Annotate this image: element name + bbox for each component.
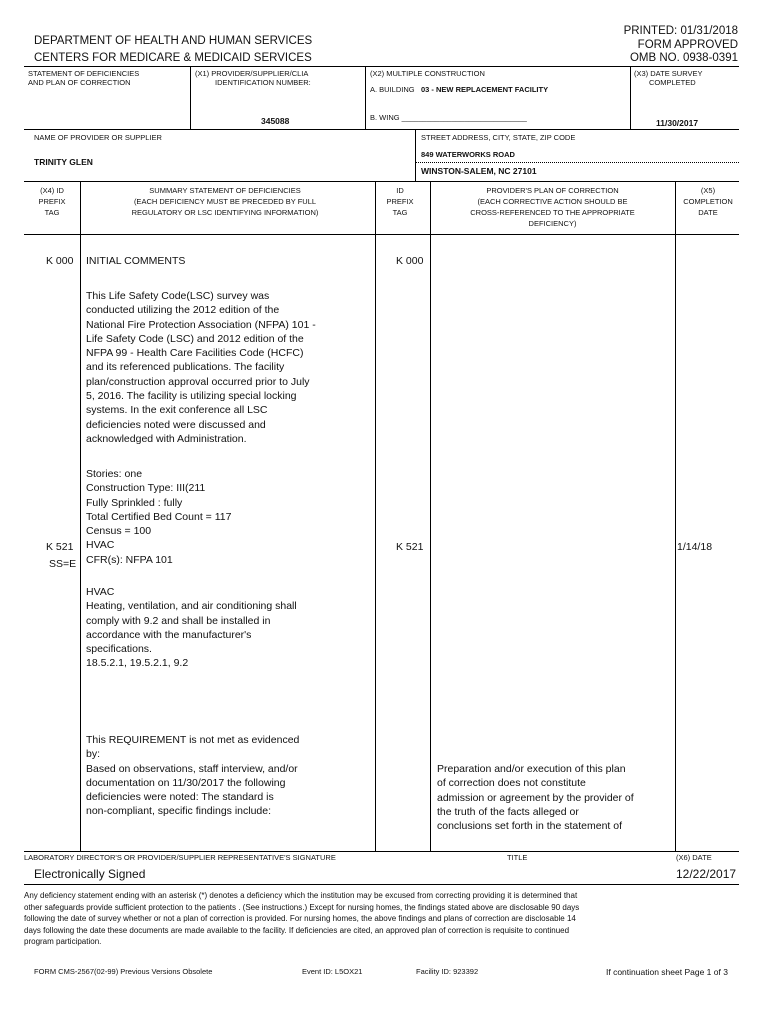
top-border: [24, 66, 739, 67]
column-divider: [80, 181, 81, 851]
signature-label: LABORATORY DIRECTOR'S OR PROVIDER/SUPPLIER REPRESENTATIVE'S SIGNATURE: [24, 853, 336, 862]
provider-id: 345088: [261, 116, 290, 126]
signature-bottom-border: [24, 884, 739, 885]
body-bottom-border: [24, 851, 739, 852]
column-divider: [430, 181, 431, 851]
column-divider: [675, 181, 676, 851]
divider: [365, 66, 366, 129]
provider-label: NAME OF PROVIDER OR SUPPLIER: [34, 133, 162, 142]
signature-date: 12/22/2017: [676, 867, 737, 881]
divider: [630, 66, 631, 129]
department-name: DEPARTMENT OF HEALTH AND HUMAN SERVICES: [34, 35, 313, 47]
tag-k521: K 521: [46, 541, 74, 553]
provider-name: TRINITY GLEN: [34, 157, 93, 167]
building-label: A. BUILDING: [370, 85, 415, 94]
survey-description: This Life Safety Code(LSC) survey was conducted utilizing the 2012 edition of the National Fire Protection Association (NFPA) 101 - Life Safety Code (LSC) and 2012 edition of the NFPA 99 - Health Care Facilities Code (HCFC) and its referenced publications. The facility plan/construction approval occurred prior to July 5, 2016. The facility is utilizing special locking systems. In the exit conference all LSC deficiencies noted were discussed and acknowledged with Administration.: [86, 290, 316, 445]
row-border: [24, 181, 739, 182]
statement-label: AND PLAN OF CORRECTION: [28, 78, 131, 87]
x5-column-header: (X5) COMPLETION DATE: [683, 186, 733, 217]
title-label: TITLE: [507, 853, 528, 862]
id-column-header: ID PREFIX TAG: [386, 186, 414, 217]
printed-date: PRINTED: 01/31/2018: [623, 25, 738, 37]
plan-of-correction-text: Preparation and/or execution of this plan of correction does not constitute admission or agreement by the provider of the truth of the facts alleged or conclusions set forth in the statement of: [437, 763, 634, 833]
facility-id: Facility ID: 923392: [416, 967, 479, 976]
findings-text: This REQUIREMENT is not met as evidenced by: Based on observations, staff interview, and/or documentation on 11/30/2017 the following deficiencies were noted: The standard is non-compliant, specific findings include:: [86, 734, 300, 818]
summary-column-header: SUMMARY STATEMENT OF DEFICIENCIES (EACH DEFICIENCY MUST BE PRECEDED BY FULL REGULATORY OR LSC IDENTIFYING INFORMATION): [131, 186, 319, 217]
address-divider: [415, 162, 739, 163]
disclaimer: Any deficiency statement ending with an asterisk (*) denotes a deficiency which the institution may be excused from correcting providing it is determined that other safeguards provide sufficient protection to the patients . (See instructions.) Except for nursing homes, the findings stated above are disclosable 90 days following the date of survey whether or not a plan of correction is provided. For nursing homes, the above findings and plans of correction are disclosable 14 days following the date these documents are made available to the facility. If deficiencies are cited, an approved plan of correction is requisite to continued program participation.: [24, 891, 580, 946]
header-bottom-border: [24, 234, 739, 235]
tag-k000-right: K 000: [396, 255, 424, 267]
statement-label: STATEMENT OF DEFICIENCIES: [28, 69, 140, 78]
divider: [190, 66, 191, 129]
hvac-requirement: HVAC Heating, ventilation, and air conditioning shall comply with 9.2 and shall be installed in accordance with the manufacturer's specifications. 18.5.2.1, 19.5.2.1, 9.2: [86, 586, 297, 670]
initial-comments-heading: INITIAL COMMENTS: [86, 255, 186, 267]
divider: [415, 129, 416, 181]
x3-label: COMPLETED: [649, 78, 696, 87]
tag-k000: K 000: [46, 255, 74, 267]
x1-label: (X1) PROVIDER/SUPPLIER/CLIA: [195, 69, 309, 78]
x4-column-header: (X4) ID PREFIX TAG: [38, 186, 66, 217]
row-border: [24, 129, 739, 130]
date-label: (X6) DATE: [676, 853, 712, 862]
centers-name: CENTERS FOR MEDICARE & MEDICAID SERVICES: [34, 52, 312, 64]
address-city: WINSTON-SALEM, NC 27101: [421, 166, 537, 176]
tag-k521-right: K 521: [396, 541, 424, 553]
survey-date: 11/30/2017: [656, 118, 699, 128]
x3-label: (X3) DATE SURVEY: [634, 69, 703, 78]
event-id: Event ID: L5OX21: [302, 967, 363, 976]
form-approved: FORM APPROVED: [637, 39, 738, 51]
x2-label: (X2) MULTIPLE CONSTRUCTION: [370, 69, 485, 78]
address-street: 849 WATERWORKS ROAD: [421, 150, 515, 159]
wing-label: B. WING ______________________________: [370, 113, 527, 122]
signature-value: Electronically Signed: [34, 867, 146, 881]
x1-label: IDENTIFICATION NUMBER:: [215, 78, 311, 87]
completion-date: 1/14/18: [677, 541, 713, 553]
address-label: STREET ADDRESS, CITY, STATE, ZIP CODE: [421, 133, 576, 142]
page-indicator: If continuation sheet Page 1 of 3: [606, 967, 728, 977]
plan-column-header: PROVIDER'S PLAN OF CORRECTION (EACH CORRECTIVE ACTION SHOULD BE CROSS-REFERENCED TO THE APPROPRIATE DEFICIENCY): [470, 186, 635, 228]
facility-details: Stories: one Construction Type: III(211 Fully Sprinkled : fully Total Certified Bed Count = 117 Census = 100 HVAC CFR(s): NFPA 101: [86, 468, 232, 566]
building-value: 03 - NEW REPLACEMENT FACILITY: [421, 85, 549, 94]
scope-severity: SS=E: [49, 558, 77, 570]
column-divider: [375, 181, 376, 851]
omb-number: OMB NO. 0938-0391: [629, 52, 738, 64]
form-number: FORM CMS-2567(02-99) Previous Versions Obsolete: [34, 967, 213, 976]
